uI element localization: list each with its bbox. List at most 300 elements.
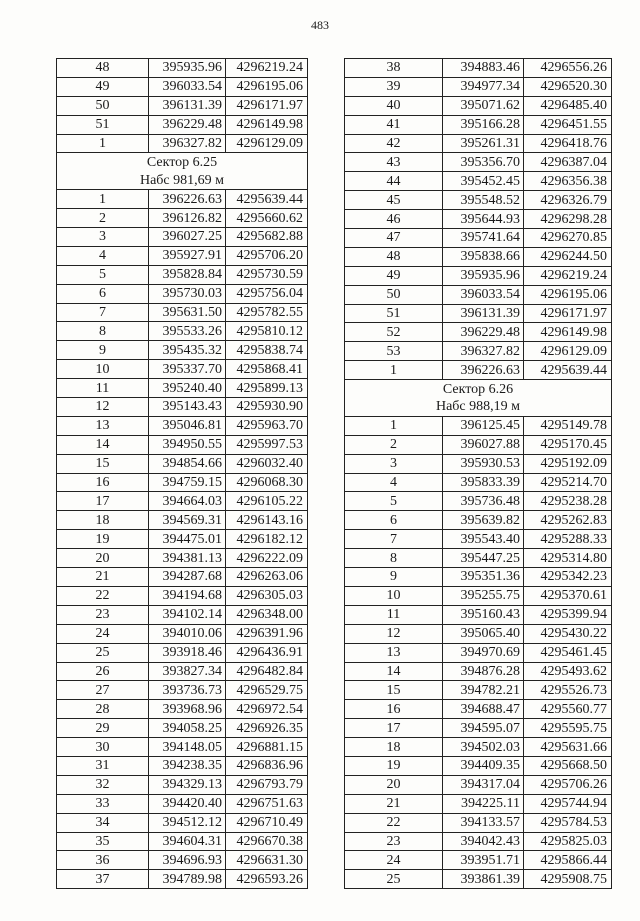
point-number: 16 [345,700,443,719]
table-row [345,77,612,96]
point-number: 8 [345,549,443,568]
point-number: 19 [345,756,443,775]
table-row [57,549,308,568]
coordinate-y: 4295866.44 [524,851,612,870]
table-row [345,775,612,794]
table-row [57,794,308,813]
coordinate-x: 394854.66 [149,454,226,473]
table-row [345,738,612,757]
coordinate-y: 4295868.41 [226,360,308,379]
table-row [57,435,308,454]
coordinate-x: 394950.55 [149,435,226,454]
point-number: 10 [57,360,149,379]
point-number: 27 [57,681,149,700]
coordinate-x: 395166.28 [443,115,524,134]
point-number: 19 [57,530,149,549]
coordinate-y: 4296631.30 [226,851,308,870]
table-row [345,511,612,530]
coordinate-y: 4295430.22 [524,624,612,643]
coordinate-y: 4296356.38 [524,172,612,191]
point-number: 2 [57,209,149,228]
coordinate-y: 4296593.26 [226,870,308,889]
coordinate-x: 395639.82 [443,511,524,530]
table-row [345,492,612,511]
section-area-row [57,171,308,189]
point-number: 1 [57,134,149,153]
coordinate-x: 395927.91 [149,246,226,265]
coordinate-y: 4296195.06 [524,285,612,304]
table-row [345,605,612,624]
table-row [57,662,308,681]
point-number: 46 [345,210,443,229]
table-row [345,191,612,210]
table-row [345,700,612,719]
point-number: 21 [345,794,443,813]
coordinate-y: 4295899.13 [226,379,308,398]
coordinate-y: 4295730.59 [226,265,308,284]
coordinate-y: 4295639.44 [524,361,612,380]
coordinate-y: 4295908.75 [524,870,612,889]
coordinate-x: 394569.31 [149,511,226,530]
coordinate-x: 394329.13 [149,775,226,794]
coordinate-y: 4295493.62 [524,662,612,681]
table-row [345,851,612,870]
coordinate-y: 4296149.98 [524,323,612,342]
table-row [57,568,308,587]
coordinate-x: 395240.40 [149,379,226,398]
coordinate-x: 394194.68 [149,586,226,605]
section-title-row [57,153,308,171]
point-number: 13 [345,643,443,662]
coordinate-y: 4296670.38 [226,832,308,851]
point-number: 47 [345,229,443,248]
table-row [57,77,308,96]
table-row [57,228,308,247]
point-number: 22 [57,586,149,605]
point-number: 3 [57,228,149,247]
table-row [57,379,308,398]
coordinate-x: 394789.98 [149,870,226,889]
coordinate-y: 4296387.04 [524,153,612,172]
point-number: 11 [57,379,149,398]
point-number: 32 [57,775,149,794]
coordinate-y: 4295262.83 [524,511,612,530]
table-row [57,681,308,700]
table-row [345,59,612,78]
table-row [57,454,308,473]
table-row [57,115,308,134]
coordinate-x: 395833.39 [443,473,524,492]
coordinate-x: 394664.03 [149,492,226,511]
coordinate-y: 4295784.53 [524,813,612,832]
coordinate-x: 394502.03 [443,738,524,757]
point-number: 52 [345,323,443,342]
coordinate-y: 4295399.94 [524,605,612,624]
table-row [345,153,612,172]
coordinate-table-left [56,58,308,889]
point-number: 17 [345,719,443,738]
point-number: 38 [345,59,443,78]
coordinate-x: 395065.40 [443,624,524,643]
table-row [345,247,612,266]
point-number: 7 [345,530,443,549]
table-row [345,662,612,681]
point-number: 42 [345,134,443,153]
point-number: 50 [57,96,149,115]
coordinate-x: 394287.68 [149,568,226,587]
point-number: 24 [345,851,443,870]
point-number: 1 [345,416,443,435]
point-number: 14 [345,662,443,681]
point-number: 1 [345,361,443,380]
table-row [57,322,308,341]
coordinate-x: 395838.66 [443,247,524,266]
coordinate-y: 4295192.09 [524,454,612,473]
point-number: 26 [57,662,149,681]
point-number: 12 [57,398,149,417]
point-number: 39 [345,77,443,96]
coordinate-y: 4296751.63 [226,794,308,813]
coordinate-y: 4295238.28 [524,492,612,511]
point-number: 43 [345,153,443,172]
coordinate-y: 4295660.62 [226,209,308,228]
coordinate-x: 394759.15 [149,473,226,492]
point-number: 6 [345,511,443,530]
coordinate-x: 395356.70 [443,153,524,172]
coordinate-x: 395435.32 [149,341,226,360]
table-row [57,775,308,794]
point-number: 16 [57,473,149,492]
coordinate-x: 394225.11 [443,794,524,813]
coordinate-x: 395160.43 [443,605,524,624]
point-number: 20 [345,775,443,794]
page-number: 483 [311,18,329,32]
section-title: Сектор 6.25 [57,153,308,171]
coordinate-y: 4296219.24 [524,266,612,285]
coordinate-x: 396327.82 [149,134,226,153]
point-number: 37 [57,870,149,889]
table-row [345,530,612,549]
coordinate-x: 396033.54 [149,77,226,96]
point-number: 49 [57,77,149,96]
coordinate-x: 394148.05 [149,738,226,757]
section-area: Набс 981,69 м [57,171,308,189]
coordinate-x: 395351.36 [443,568,524,587]
coordinate-x: 393861.39 [443,870,524,889]
table-row [345,229,612,248]
coordinate-x: 394010.06 [149,624,226,643]
point-number: 33 [57,794,149,813]
table-row [57,303,308,322]
table-row [57,738,308,757]
table-row [57,96,308,115]
coordinate-y: 4296305.03 [226,586,308,605]
table-row [57,416,308,435]
coordinate-y: 4296881.15 [226,738,308,757]
coordinate-x: 394970.69 [443,643,524,662]
table-row [345,172,612,191]
coordinate-y: 4296149.98 [226,115,308,134]
coordinate-y: 4296418.76 [524,134,612,153]
table-row [57,59,308,78]
coordinate-x: 395644.93 [443,210,524,229]
coordinate-y: 4295930.90 [226,398,308,417]
coordinate-x: 394420.40 [149,794,226,813]
table-row [57,246,308,265]
table-row [57,473,308,492]
table-row [345,342,612,361]
table-row [345,624,612,643]
coordinate-x: 394317.04 [443,775,524,794]
coordinate-y: 4296793.79 [226,775,308,794]
coordinate-x: 395261.31 [443,134,524,153]
point-number: 25 [57,643,149,662]
coordinate-x: 394475.01 [149,530,226,549]
table-row [345,304,612,323]
table-row [345,134,612,153]
coordinate-table-right [344,58,612,889]
coordinate-y: 4296068.30 [226,473,308,492]
table-row [57,360,308,379]
point-number: 13 [57,416,149,435]
coordinate-y: 4295706.26 [524,775,612,794]
coordinate-y: 4296129.09 [226,134,308,153]
coordinate-x: 395930.53 [443,454,524,473]
table-row [345,832,612,851]
point-number: 31 [57,756,149,775]
coordinate-y: 4295782.55 [226,303,308,322]
coordinate-x: 394512.12 [149,813,226,832]
point-number: 4 [345,473,443,492]
table-row [57,134,308,153]
coordinate-x: 396226.63 [443,361,524,380]
table-row [345,361,612,380]
coordinate-y: 4295461.45 [524,643,612,662]
table-row [57,284,308,303]
point-number: 5 [345,492,443,511]
coordinate-y: 4296171.97 [524,304,612,323]
coordinate-y: 4296348.00 [226,605,308,624]
point-number: 45 [345,191,443,210]
coordinate-x: 393918.46 [149,643,226,662]
table-row [345,454,612,473]
table-row [57,586,308,605]
coordinate-x: 396027.88 [443,435,524,454]
point-number: 30 [57,738,149,757]
coordinate-y: 4296710.49 [226,813,308,832]
table-row [345,210,612,229]
coordinate-x: 394696.93 [149,851,226,870]
point-number: 48 [345,247,443,266]
point-number: 25 [345,870,443,889]
coordinate-y: 4296326.79 [524,191,612,210]
coordinate-x: 396131.39 [149,96,226,115]
table-row [345,416,612,435]
table-row [345,266,612,285]
table-row [57,643,308,662]
point-number: 8 [57,322,149,341]
coordinate-y: 4296032.40 [226,454,308,473]
table-row [57,605,308,624]
coordinate-x: 395543.40 [443,530,524,549]
coordinate-x: 395935.96 [149,59,226,78]
coordinate-y: 4296556.26 [524,59,612,78]
table-body-left [57,59,308,889]
coordinate-x: 395143.43 [149,398,226,417]
coordinate-x: 395631.50 [149,303,226,322]
point-number: 23 [345,832,443,851]
coordinate-x: 396229.48 [443,323,524,342]
coordinate-y: 4296195.06 [226,77,308,96]
coordinate-x: 393736.73 [149,681,226,700]
point-number: 23 [57,605,149,624]
point-number: 17 [57,492,149,511]
coordinate-y: 4295706.20 [226,246,308,265]
point-number: 53 [345,342,443,361]
point-number: 21 [57,568,149,587]
point-number: 44 [345,172,443,191]
point-number: 3 [345,454,443,473]
coordinate-x: 393951.71 [443,851,524,870]
table-row [345,756,612,775]
coordinate-x: 396027.25 [149,228,226,247]
point-number: 1 [57,190,149,209]
coordinate-x: 394058.25 [149,719,226,738]
point-number: 51 [345,304,443,323]
coordinate-y: 4295838.74 [226,341,308,360]
table-row [57,756,308,775]
coordinate-y: 4296972.54 [226,700,308,719]
coordinate-y: 4295342.23 [524,568,612,587]
coordinate-x: 395452.45 [443,172,524,191]
coordinate-y: 4295744.94 [524,794,612,813]
coordinate-x: 395255.75 [443,586,524,605]
coordinate-x: 394409.35 [443,756,524,775]
coordinate-x: 395337.70 [149,360,226,379]
coordinate-x: 394133.57 [443,813,524,832]
table-row [345,549,612,568]
table-row [345,643,612,662]
coordinate-x: 394782.21 [443,681,524,700]
section-title: Сектор 6.26 [345,380,612,398]
point-number: 14 [57,435,149,454]
point-number: 24 [57,624,149,643]
coordinate-x: 396033.54 [443,285,524,304]
point-number: 18 [57,511,149,530]
point-number: 49 [345,266,443,285]
table-row [345,435,612,454]
point-number: 20 [57,549,149,568]
table-row [345,473,612,492]
coordinate-y: 4295214.70 [524,473,612,492]
table-row [345,813,612,832]
point-number: 9 [345,568,443,587]
table-row [345,681,612,700]
point-number: 18 [345,738,443,757]
point-number: 28 [57,700,149,719]
coordinate-x: 393968.96 [149,700,226,719]
coordinate-y: 4295149.78 [524,416,612,435]
coordinate-y: 4296485.40 [524,96,612,115]
table-row [345,794,612,813]
coordinate-x: 396327.82 [443,342,524,361]
coordinate-x: 396229.48 [149,115,226,134]
table-row [57,719,308,738]
point-number: 15 [345,681,443,700]
coordinate-y: 4296263.06 [226,568,308,587]
coordinate-x: 396126.82 [149,209,226,228]
point-number: 15 [57,454,149,473]
point-number: 5 [57,265,149,284]
coordinate-y: 4295682.88 [226,228,308,247]
point-number: 41 [345,115,443,134]
table-row [57,832,308,851]
table-row [57,398,308,417]
table-row [345,719,612,738]
coordinate-x: 394102.14 [149,605,226,624]
coordinate-x: 394688.47 [443,700,524,719]
point-number: 36 [57,851,149,870]
coordinate-y: 4296436.91 [226,643,308,662]
table-row [57,530,308,549]
coordinate-x: 394595.07 [443,719,524,738]
coordinate-x: 394977.34 [443,77,524,96]
table-row [57,624,308,643]
coordinate-x: 395736.48 [443,492,524,511]
table-row [345,323,612,342]
coordinate-y: 4295963.70 [226,416,308,435]
coordinate-y: 4296143.16 [226,511,308,530]
coordinate-y: 4296836.96 [226,756,308,775]
table-row [345,586,612,605]
table-row [345,870,612,889]
table-row [57,813,308,832]
coordinate-y: 4296270.85 [524,229,612,248]
coordinate-y: 4296171.97 [226,96,308,115]
coordinate-y: 4296451.55 [524,115,612,134]
point-number: 51 [57,115,149,134]
coordinate-y: 4295170.45 [524,435,612,454]
section-area: Набс 988,19 м [345,398,612,416]
table-row [57,851,308,870]
coordinate-x: 394042.43 [443,832,524,851]
coordinate-y: 4295756.04 [226,284,308,303]
coordinate-x: 394238.35 [149,756,226,775]
coordinate-x: 395730.03 [149,284,226,303]
coordinate-y: 4296529.75 [226,681,308,700]
table-row [57,209,308,228]
coordinate-x: 395935.96 [443,266,524,285]
coordinate-x: 394883.46 [443,59,524,78]
coordinate-y: 4296244.50 [524,247,612,266]
coordinate-x: 396226.63 [149,190,226,209]
coordinate-y: 4295997.53 [226,435,308,454]
coordinate-y: 4296222.09 [226,549,308,568]
table-row [345,285,612,304]
coordinate-x: 396125.45 [443,416,524,435]
coordinate-x: 395741.64 [443,229,524,248]
coordinate-y: 4295668.50 [524,756,612,775]
point-number: 40 [345,96,443,115]
point-number: 7 [57,303,149,322]
coordinate-y: 4295560.77 [524,700,612,719]
coordinate-x: 395046.81 [149,416,226,435]
coordinate-y: 4296391.96 [226,624,308,643]
coordinate-y: 4296926.35 [226,719,308,738]
table-row [57,511,308,530]
point-number: 10 [345,586,443,605]
point-number: 11 [345,605,443,624]
